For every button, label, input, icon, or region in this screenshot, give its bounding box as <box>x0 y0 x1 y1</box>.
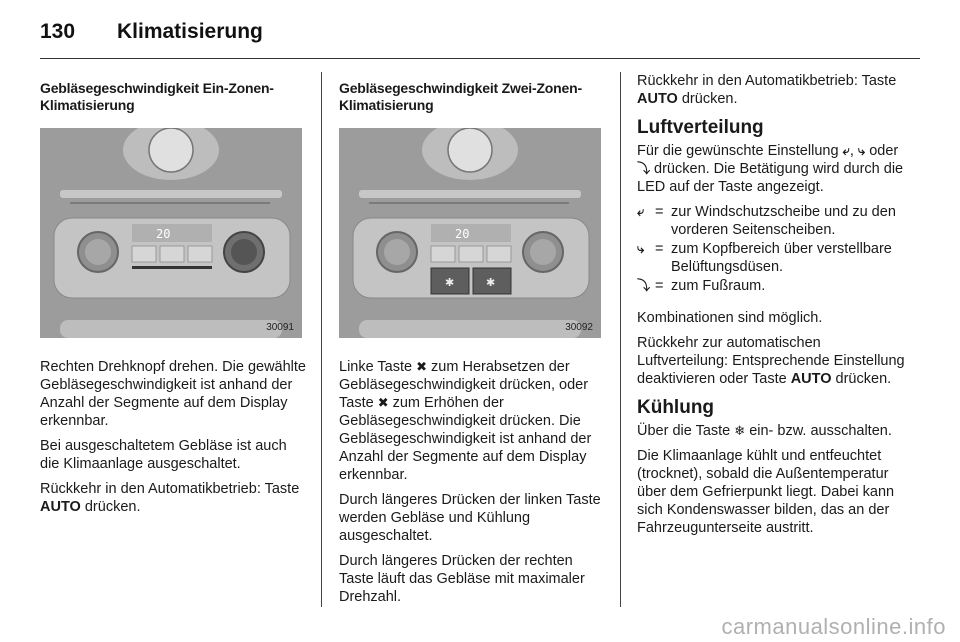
para-blower-off: Bei ausgeschaltetem Gebläse ist auch die Klimaanlage ausgeschaltet. <box>40 438 287 472</box>
auto-label: AUTO <box>637 91 678 107</box>
air-distribution-list <box>637 203 909 295</box>
windshield-airflow-icon: ⤶ <box>842 143 850 158</box>
column-divider-1 <box>321 72 322 607</box>
footwell-airflow-icon: ⤵ <box>637 161 651 176</box>
column-divider-2 <box>620 72 621 607</box>
figure-single-zone-panel <box>40 128 302 338</box>
fan-icon: ✖ <box>377 395 389 410</box>
climate-panel-illustration <box>339 128 601 338</box>
subheading-dual-zone: Gebläsegeschwindigkeit Zwei-Zonen-Klimatisierung <box>339 80 582 113</box>
para-long-press-right: Durch längeres Drücken der rechten Taste läuft das Gebläse mit maximaler Drehzahl. <box>339 553 585 605</box>
list-item: ⤶ = zur Windschutzscheibe und zu den vorderen Seitenscheiben. <box>637 204 896 238</box>
section-title-cooling: Kühlung <box>637 397 715 418</box>
para-turn-knob: Rechten Drehknopf drehen. Die gewählte Gebläsegeschwindigkeit ist anhand der Anzahl der Segmente auf dem Display erkennbar. <box>40 359 306 429</box>
para-fan-buttons: Linke Taste ✖ zum Herabsetzen der Gebläsegeschwindigkeit drücken, oder Taste ✖ zum Erhöhen der Gebläsegeschwindigkeit drücken. Die Gebläsegeschwindigkeit ist anhand der Anzahl der Segmente auf dem Display erkennbar. <box>339 359 592 483</box>
column-1 <box>40 72 306 523</box>
para-return-auto: Rückkehr in den Automatikbetrieb: Taste AUTO drücken. <box>637 73 897 107</box>
climate-panel-illustration <box>40 128 302 338</box>
footwell-airflow-icon: ⤵ <box>637 278 651 293</box>
para-combinations: Kombinationen sind möglich. <box>637 310 823 326</box>
page-number: 130 <box>40 20 76 43</box>
figure-number: 30091 <box>266 322 294 333</box>
svg-text:✱: ✱ <box>486 277 496 289</box>
list-item: ⤵ = zum Fußraum. <box>637 278 766 294</box>
page-header <box>40 20 920 60</box>
figure-dual-zone-panel <box>339 128 601 338</box>
column-3 <box>637 72 909 544</box>
panel-display-text: 20 <box>156 227 171 241</box>
para-cooling-button: Über die Taste ❄ ein- bzw. ausschalten. <box>637 423 892 439</box>
fan-icon: ✖ <box>416 359 428 374</box>
list-item: ⤷ = zum Kopfbereich über verstellbare Belüftungsdüsen. <box>637 241 892 275</box>
section-title-air-distribution: Luftverteilung <box>637 117 764 138</box>
para-return-auto-distribution: Rückkehr zur automatischen Luftverteilung: Entsprechende Einstellung deaktivieren oder Taste AUTO drücken. <box>637 335 905 387</box>
para-long-press-left: Durch längeres Drücken der linken Taste werden Gebläse und Kühlung ausgeschaltet. <box>339 492 601 544</box>
watermark: carmanualsonline.info <box>721 614 946 639</box>
para-air-distribution: Für die gewünschte Einstellung ⤶, ⤷ oder ⤵ drücken. Die Betätigung wird durch die LED auf der Taste angezeigt. <box>637 143 904 195</box>
svg-text:✱: ✱ <box>445 277 455 289</box>
column-2 <box>339 72 601 613</box>
page-title: Klimatisierung <box>117 20 263 43</box>
para-return-auto: Rückkehr in den Automatikbetrieb: Taste AUTO drücken. <box>40 481 300 515</box>
snowflake-icon: ❄ <box>734 423 746 438</box>
auto-label: AUTO <box>790 371 832 387</box>
subheading-single-zone: Gebläsegeschwindigkeit Ein-Zonen-Klimatisierung <box>40 80 274 113</box>
head-airflow-icon: ⤷ <box>637 241 645 256</box>
windshield-airflow-icon: ⤶ <box>637 204 645 219</box>
panel-display-text: 20 <box>455 227 470 241</box>
figure-number: 30092 <box>565 322 593 333</box>
header-rule <box>40 58 920 59</box>
auto-label: AUTO <box>40 499 81 515</box>
head-airflow-icon: ⤷ <box>857 143 866 158</box>
para-cooling-info: Die Klimaanlage kühlt und entfeuchtet (trocknet), sobald die Außentemperatur über dem Gefrierpunkt liegt. Dabei kann sich Kondenswasser bilden, das an der Fahrzeugunterseite austritt. <box>637 448 895 536</box>
